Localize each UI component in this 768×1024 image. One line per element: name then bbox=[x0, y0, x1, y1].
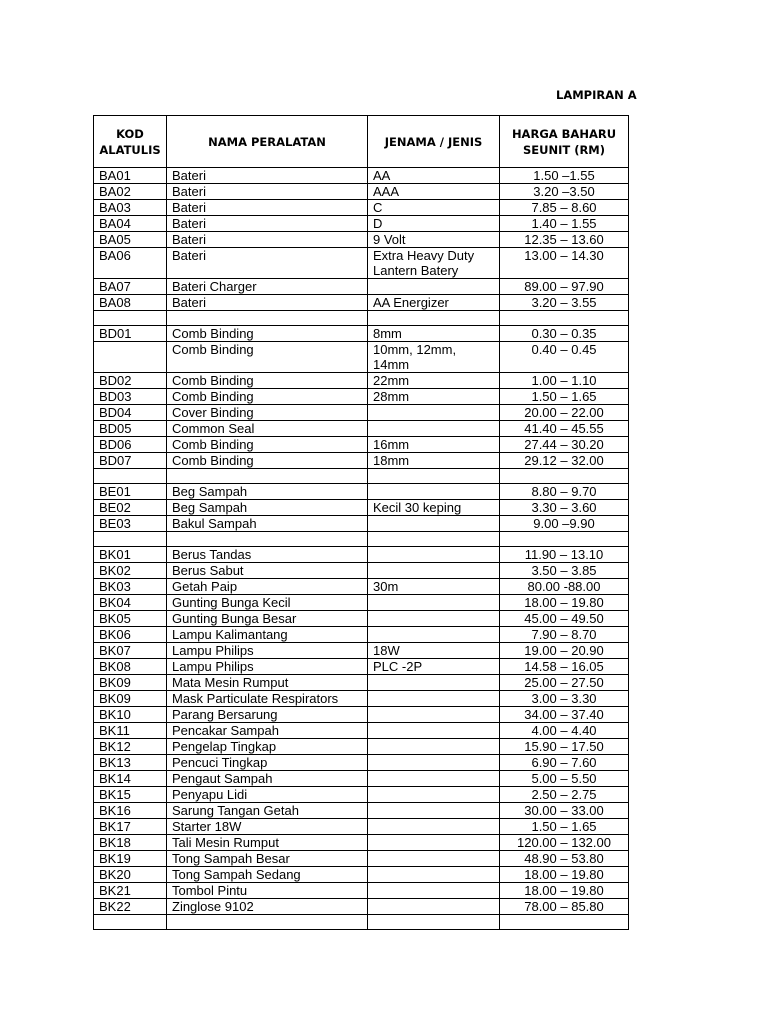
cell-harga: 4.00 – 4.40 bbox=[500, 723, 629, 739]
cell-kod: BK07 bbox=[94, 643, 167, 659]
table-row bbox=[94, 595, 629, 611]
cell-harga: 11.90 – 13.10 bbox=[500, 547, 629, 563]
table-row bbox=[94, 915, 629, 930]
table-row bbox=[94, 547, 629, 563]
cell-nama: Comb Binding bbox=[167, 373, 368, 389]
cell-nama: Beg Sampah bbox=[167, 500, 368, 516]
cell-kod: BK05 bbox=[94, 611, 167, 627]
cell-nama bbox=[167, 469, 368, 484]
cell-kod: BK09 bbox=[94, 691, 167, 707]
cell-nama: Cover Binding bbox=[167, 405, 368, 421]
cell-nama bbox=[167, 311, 368, 326]
cell-nama: Gunting Bunga Besar bbox=[167, 611, 368, 627]
cell-jenama: 10mm, 12mm, 14mm bbox=[368, 342, 500, 373]
table-row bbox=[94, 675, 629, 691]
cell-nama: Comb Binding bbox=[167, 326, 368, 342]
cell-nama: Bateri bbox=[167, 295, 368, 311]
table-row bbox=[94, 469, 629, 484]
cell-jenama: D bbox=[368, 216, 500, 232]
table-row bbox=[94, 500, 629, 516]
cell-jenama bbox=[368, 787, 500, 803]
cell-harga bbox=[500, 532, 629, 547]
cell-nama: Starter 18W bbox=[167, 819, 368, 835]
cell-nama: Lampu Philips bbox=[167, 659, 368, 675]
cell-kod: BA06 bbox=[94, 248, 167, 279]
cell-jenama bbox=[368, 675, 500, 691]
table-row bbox=[94, 755, 629, 771]
cell-nama: Parang Bersarung bbox=[167, 707, 368, 723]
cell-jenama bbox=[368, 532, 500, 547]
cell-kod: BK03 bbox=[94, 579, 167, 595]
table-row bbox=[94, 563, 629, 579]
cell-kod bbox=[94, 311, 167, 326]
cell-harga: 18.00 – 19.80 bbox=[500, 883, 629, 899]
table-row bbox=[94, 421, 629, 437]
cell-kod: BE01 bbox=[94, 484, 167, 500]
table-row bbox=[94, 723, 629, 739]
cell-harga: 1.50 –1.55 bbox=[500, 168, 629, 184]
cell-nama: Pencakar Sampah bbox=[167, 723, 368, 739]
table-row bbox=[94, 659, 629, 675]
cell-jenama bbox=[368, 771, 500, 787]
cell-harga: 14.58 – 16.05 bbox=[500, 659, 629, 675]
page-label: LAMPIRAN A bbox=[556, 88, 637, 102]
cell-kod: BK17 bbox=[94, 819, 167, 835]
cell-harga: 18.00 – 19.80 bbox=[500, 867, 629, 883]
cell-nama: Comb Binding bbox=[167, 389, 368, 405]
cell-nama: Bakul Sampah bbox=[167, 516, 368, 532]
cell-jenama: C bbox=[368, 200, 500, 216]
cell-kod: BD07 bbox=[94, 453, 167, 469]
cell-kod: BK19 bbox=[94, 851, 167, 867]
cell-jenama bbox=[368, 707, 500, 723]
cell-jenama bbox=[368, 915, 500, 930]
cell-jenama bbox=[368, 819, 500, 835]
cell-jenama: 18mm bbox=[368, 453, 500, 469]
cell-nama: Getah Paip bbox=[167, 579, 368, 595]
cell-kod: BD06 bbox=[94, 437, 167, 453]
cell-jenama bbox=[368, 739, 500, 755]
table-row bbox=[94, 437, 629, 453]
cell-harga: 1.40 – 1.55 bbox=[500, 216, 629, 232]
cell-nama: Pencuci Tingkap bbox=[167, 755, 368, 771]
cell-harga: 25.00 – 27.50 bbox=[500, 675, 629, 691]
cell-kod: BA04 bbox=[94, 216, 167, 232]
table-row bbox=[94, 627, 629, 643]
cell-harga: 41.40 – 45.55 bbox=[500, 421, 629, 437]
table-row bbox=[94, 739, 629, 755]
cell-kod: BK09 bbox=[94, 675, 167, 691]
cell-kod bbox=[94, 532, 167, 547]
cell-jenama bbox=[368, 595, 500, 611]
cell-jenama: Kecil 30 keping bbox=[368, 500, 500, 516]
table-row bbox=[94, 342, 629, 373]
cell-kod: BK13 bbox=[94, 755, 167, 771]
cell-harga: 3.20 –3.50 bbox=[500, 184, 629, 200]
table-row bbox=[94, 232, 629, 248]
cell-jenama bbox=[368, 405, 500, 421]
cell-nama: Mata Mesin Rumput bbox=[167, 675, 368, 691]
table-row bbox=[94, 771, 629, 787]
cell-jenama bbox=[368, 883, 500, 899]
cell-nama: Comb Binding bbox=[167, 437, 368, 453]
cell-harga: 19.00 – 20.90 bbox=[500, 643, 629, 659]
header-harga-baharu: HARGA BAHARU SEUNIT (RM) bbox=[500, 116, 629, 168]
cell-jenama: 8mm bbox=[368, 326, 500, 342]
table-row bbox=[94, 248, 629, 279]
cell-kod bbox=[94, 469, 167, 484]
cell-kod: BA01 bbox=[94, 168, 167, 184]
cell-harga bbox=[500, 311, 629, 326]
cell-jenama: 28mm bbox=[368, 389, 500, 405]
cell-harga bbox=[500, 469, 629, 484]
cell-nama bbox=[167, 915, 368, 930]
cell-harga: 20.00 – 22.00 bbox=[500, 405, 629, 421]
cell-jenama: 30m bbox=[368, 579, 500, 595]
table-row bbox=[94, 867, 629, 883]
cell-harga: 3.50 – 3.85 bbox=[500, 563, 629, 579]
cell-harga: 12.35 – 13.60 bbox=[500, 232, 629, 248]
price-table bbox=[93, 115, 629, 930]
cell-harga: 7.90 – 8.70 bbox=[500, 627, 629, 643]
cell-kod: BK22 bbox=[94, 899, 167, 915]
cell-kod: BK08 bbox=[94, 659, 167, 675]
cell-kod: BA07 bbox=[94, 279, 167, 295]
cell-harga: 29.12 – 32.00 bbox=[500, 453, 629, 469]
cell-harga: 89.00 – 97.90 bbox=[500, 279, 629, 295]
cell-jenama: 18W bbox=[368, 643, 500, 659]
cell-kod: BK14 bbox=[94, 771, 167, 787]
cell-jenama: AA Energizer bbox=[368, 295, 500, 311]
cell-nama: Bateri bbox=[167, 216, 368, 232]
table-row bbox=[94, 579, 629, 595]
cell-harga: 34.00 – 37.40 bbox=[500, 707, 629, 723]
cell-kod: BK20 bbox=[94, 867, 167, 883]
table-row bbox=[94, 168, 629, 184]
cell-nama: Tali Mesin Rumput bbox=[167, 835, 368, 851]
table-row bbox=[94, 373, 629, 389]
cell-kod: BE03 bbox=[94, 516, 167, 532]
cell-jenama bbox=[368, 691, 500, 707]
table-row bbox=[94, 311, 629, 326]
cell-harga: 1.50 – 1.65 bbox=[500, 389, 629, 405]
cell-kod: BK15 bbox=[94, 787, 167, 803]
cell-jenama bbox=[368, 899, 500, 915]
cell-kod: BD05 bbox=[94, 421, 167, 437]
cell-nama: Common Seal bbox=[167, 421, 368, 437]
cell-jenama: Extra Heavy Duty Lantern Batery bbox=[368, 248, 500, 279]
cell-harga: 9.00 –9.90 bbox=[500, 516, 629, 532]
cell-harga: 0.30 – 0.35 bbox=[500, 326, 629, 342]
table-row bbox=[94, 516, 629, 532]
cell-jenama bbox=[368, 469, 500, 484]
cell-jenama bbox=[368, 611, 500, 627]
cell-jenama: 22mm bbox=[368, 373, 500, 389]
cell-nama: Comb Binding bbox=[167, 342, 368, 373]
table-row bbox=[94, 803, 629, 819]
cell-jenama: AAA bbox=[368, 184, 500, 200]
cell-harga: 45.00 – 49.50 bbox=[500, 611, 629, 627]
cell-kod: BK04 bbox=[94, 595, 167, 611]
cell-kod: BK16 bbox=[94, 803, 167, 819]
header-nama-peralatan: NAMA PERALATAN bbox=[167, 116, 368, 168]
table-row bbox=[94, 707, 629, 723]
cell-kod: BD04 bbox=[94, 405, 167, 421]
cell-kod bbox=[94, 342, 167, 373]
header-jenama-jenis: JENAMA / JENIS bbox=[368, 116, 500, 168]
cell-kod: BD01 bbox=[94, 326, 167, 342]
table-row bbox=[94, 326, 629, 342]
table-row bbox=[94, 200, 629, 216]
cell-nama: Lampu Kalimantang bbox=[167, 627, 368, 643]
cell-nama: Bateri bbox=[167, 248, 368, 279]
table-row bbox=[94, 389, 629, 405]
cell-nama: Pengelap Tingkap bbox=[167, 739, 368, 755]
cell-kod: BK02 bbox=[94, 563, 167, 579]
cell-nama: Lampu Philips bbox=[167, 643, 368, 659]
cell-kod: BD03 bbox=[94, 389, 167, 405]
table-row bbox=[94, 453, 629, 469]
cell-jenama bbox=[368, 547, 500, 563]
cell-nama: Pengaut Sampah bbox=[167, 771, 368, 787]
cell-harga: 6.90 – 7.60 bbox=[500, 755, 629, 771]
cell-nama: Beg Sampah bbox=[167, 484, 368, 500]
cell-jenama bbox=[368, 755, 500, 771]
cell-harga: 1.00 – 1.10 bbox=[500, 373, 629, 389]
cell-kod: BE02 bbox=[94, 500, 167, 516]
cell-harga: 30.00 – 33.00 bbox=[500, 803, 629, 819]
cell-jenama: PLC -2P bbox=[368, 659, 500, 675]
cell-nama: Bateri bbox=[167, 184, 368, 200]
cell-harga: 5.00 – 5.50 bbox=[500, 771, 629, 787]
cell-jenama bbox=[368, 563, 500, 579]
cell-kod: BK12 bbox=[94, 739, 167, 755]
cell-jenama bbox=[368, 279, 500, 295]
cell-nama: Zinglose 9102 bbox=[167, 899, 368, 915]
cell-kod: BK18 bbox=[94, 835, 167, 851]
table-row bbox=[94, 835, 629, 851]
cell-nama: Berus Sabut bbox=[167, 563, 368, 579]
cell-jenama bbox=[368, 311, 500, 326]
cell-nama: Tong Sampah Besar bbox=[167, 851, 368, 867]
cell-kod: BK01 bbox=[94, 547, 167, 563]
table-row bbox=[94, 532, 629, 547]
cell-nama: Sarung Tangan Getah bbox=[167, 803, 368, 819]
cell-nama: Mask Particulate Respirators bbox=[167, 691, 368, 707]
cell-jenama: 16mm bbox=[368, 437, 500, 453]
cell-harga: 15.90 – 17.50 bbox=[500, 739, 629, 755]
cell-nama: Berus Tandas bbox=[167, 547, 368, 563]
cell-harga: 120.00 – 132.00 bbox=[500, 835, 629, 851]
cell-jenama: 9 Volt bbox=[368, 232, 500, 248]
cell-kod: BA05 bbox=[94, 232, 167, 248]
cell-jenama bbox=[368, 803, 500, 819]
cell-jenama bbox=[368, 484, 500, 500]
cell-nama: Penyapu Lidi bbox=[167, 787, 368, 803]
cell-jenama bbox=[368, 851, 500, 867]
cell-nama: Bateri bbox=[167, 200, 368, 216]
table-header-row bbox=[94, 116, 629, 168]
cell-kod: BK21 bbox=[94, 883, 167, 899]
cell-kod: BK10 bbox=[94, 707, 167, 723]
table-row bbox=[94, 216, 629, 232]
table-row bbox=[94, 611, 629, 627]
cell-harga: 8.80 – 9.70 bbox=[500, 484, 629, 500]
cell-harga bbox=[500, 915, 629, 930]
cell-harga: 48.90 – 53.80 bbox=[500, 851, 629, 867]
cell-jenama: AA bbox=[368, 168, 500, 184]
cell-kod: BD02 bbox=[94, 373, 167, 389]
cell-harga: 1.50 – 1.65 bbox=[500, 819, 629, 835]
cell-jenama bbox=[368, 835, 500, 851]
table-row bbox=[94, 643, 629, 659]
cell-jenama bbox=[368, 627, 500, 643]
cell-harga: 18.00 – 19.80 bbox=[500, 595, 629, 611]
cell-kod: BK06 bbox=[94, 627, 167, 643]
table-row bbox=[94, 279, 629, 295]
cell-nama: Tombol Pintu bbox=[167, 883, 368, 899]
cell-jenama bbox=[368, 867, 500, 883]
cell-nama: Tong Sampah Sedang bbox=[167, 867, 368, 883]
cell-harga: 3.00 – 3.30 bbox=[500, 691, 629, 707]
cell-nama bbox=[167, 532, 368, 547]
cell-harga: 3.30 – 3.60 bbox=[500, 500, 629, 516]
table-row bbox=[94, 691, 629, 707]
cell-jenama bbox=[368, 516, 500, 532]
cell-harga: 27.44 – 30.20 bbox=[500, 437, 629, 453]
cell-harga: 2.50 – 2.75 bbox=[500, 787, 629, 803]
table-row bbox=[94, 819, 629, 835]
cell-kod: BK11 bbox=[94, 723, 167, 739]
cell-kod bbox=[94, 915, 167, 930]
cell-kod: BA02 bbox=[94, 184, 167, 200]
cell-harga: 78.00 – 85.80 bbox=[500, 899, 629, 915]
cell-nama: Bateri bbox=[167, 168, 368, 184]
table-row bbox=[94, 484, 629, 500]
cell-harga: 13.00 – 14.30 bbox=[500, 248, 629, 279]
cell-jenama bbox=[368, 421, 500, 437]
cell-harga: 80.00 -88.00 bbox=[500, 579, 629, 595]
header-kod-alatulis: KOD ALATULIS bbox=[94, 116, 167, 168]
cell-nama: Bateri Charger bbox=[167, 279, 368, 295]
cell-kod: BA03 bbox=[94, 200, 167, 216]
table-row bbox=[94, 899, 629, 915]
table-row bbox=[94, 883, 629, 899]
cell-nama: Bateri bbox=[167, 232, 368, 248]
cell-harga: 7.85 – 8.60 bbox=[500, 200, 629, 216]
table-row bbox=[94, 295, 629, 311]
cell-nama: Comb Binding bbox=[167, 453, 368, 469]
table-row bbox=[94, 851, 629, 867]
cell-jenama bbox=[368, 723, 500, 739]
table-row bbox=[94, 184, 629, 200]
cell-harga: 0.40 – 0.45 bbox=[500, 342, 629, 373]
cell-nama: Gunting Bunga Kecil bbox=[167, 595, 368, 611]
cell-kod: BA08 bbox=[94, 295, 167, 311]
table-row bbox=[94, 405, 629, 421]
cell-harga: 3.20 – 3.55 bbox=[500, 295, 629, 311]
table-row bbox=[94, 787, 629, 803]
